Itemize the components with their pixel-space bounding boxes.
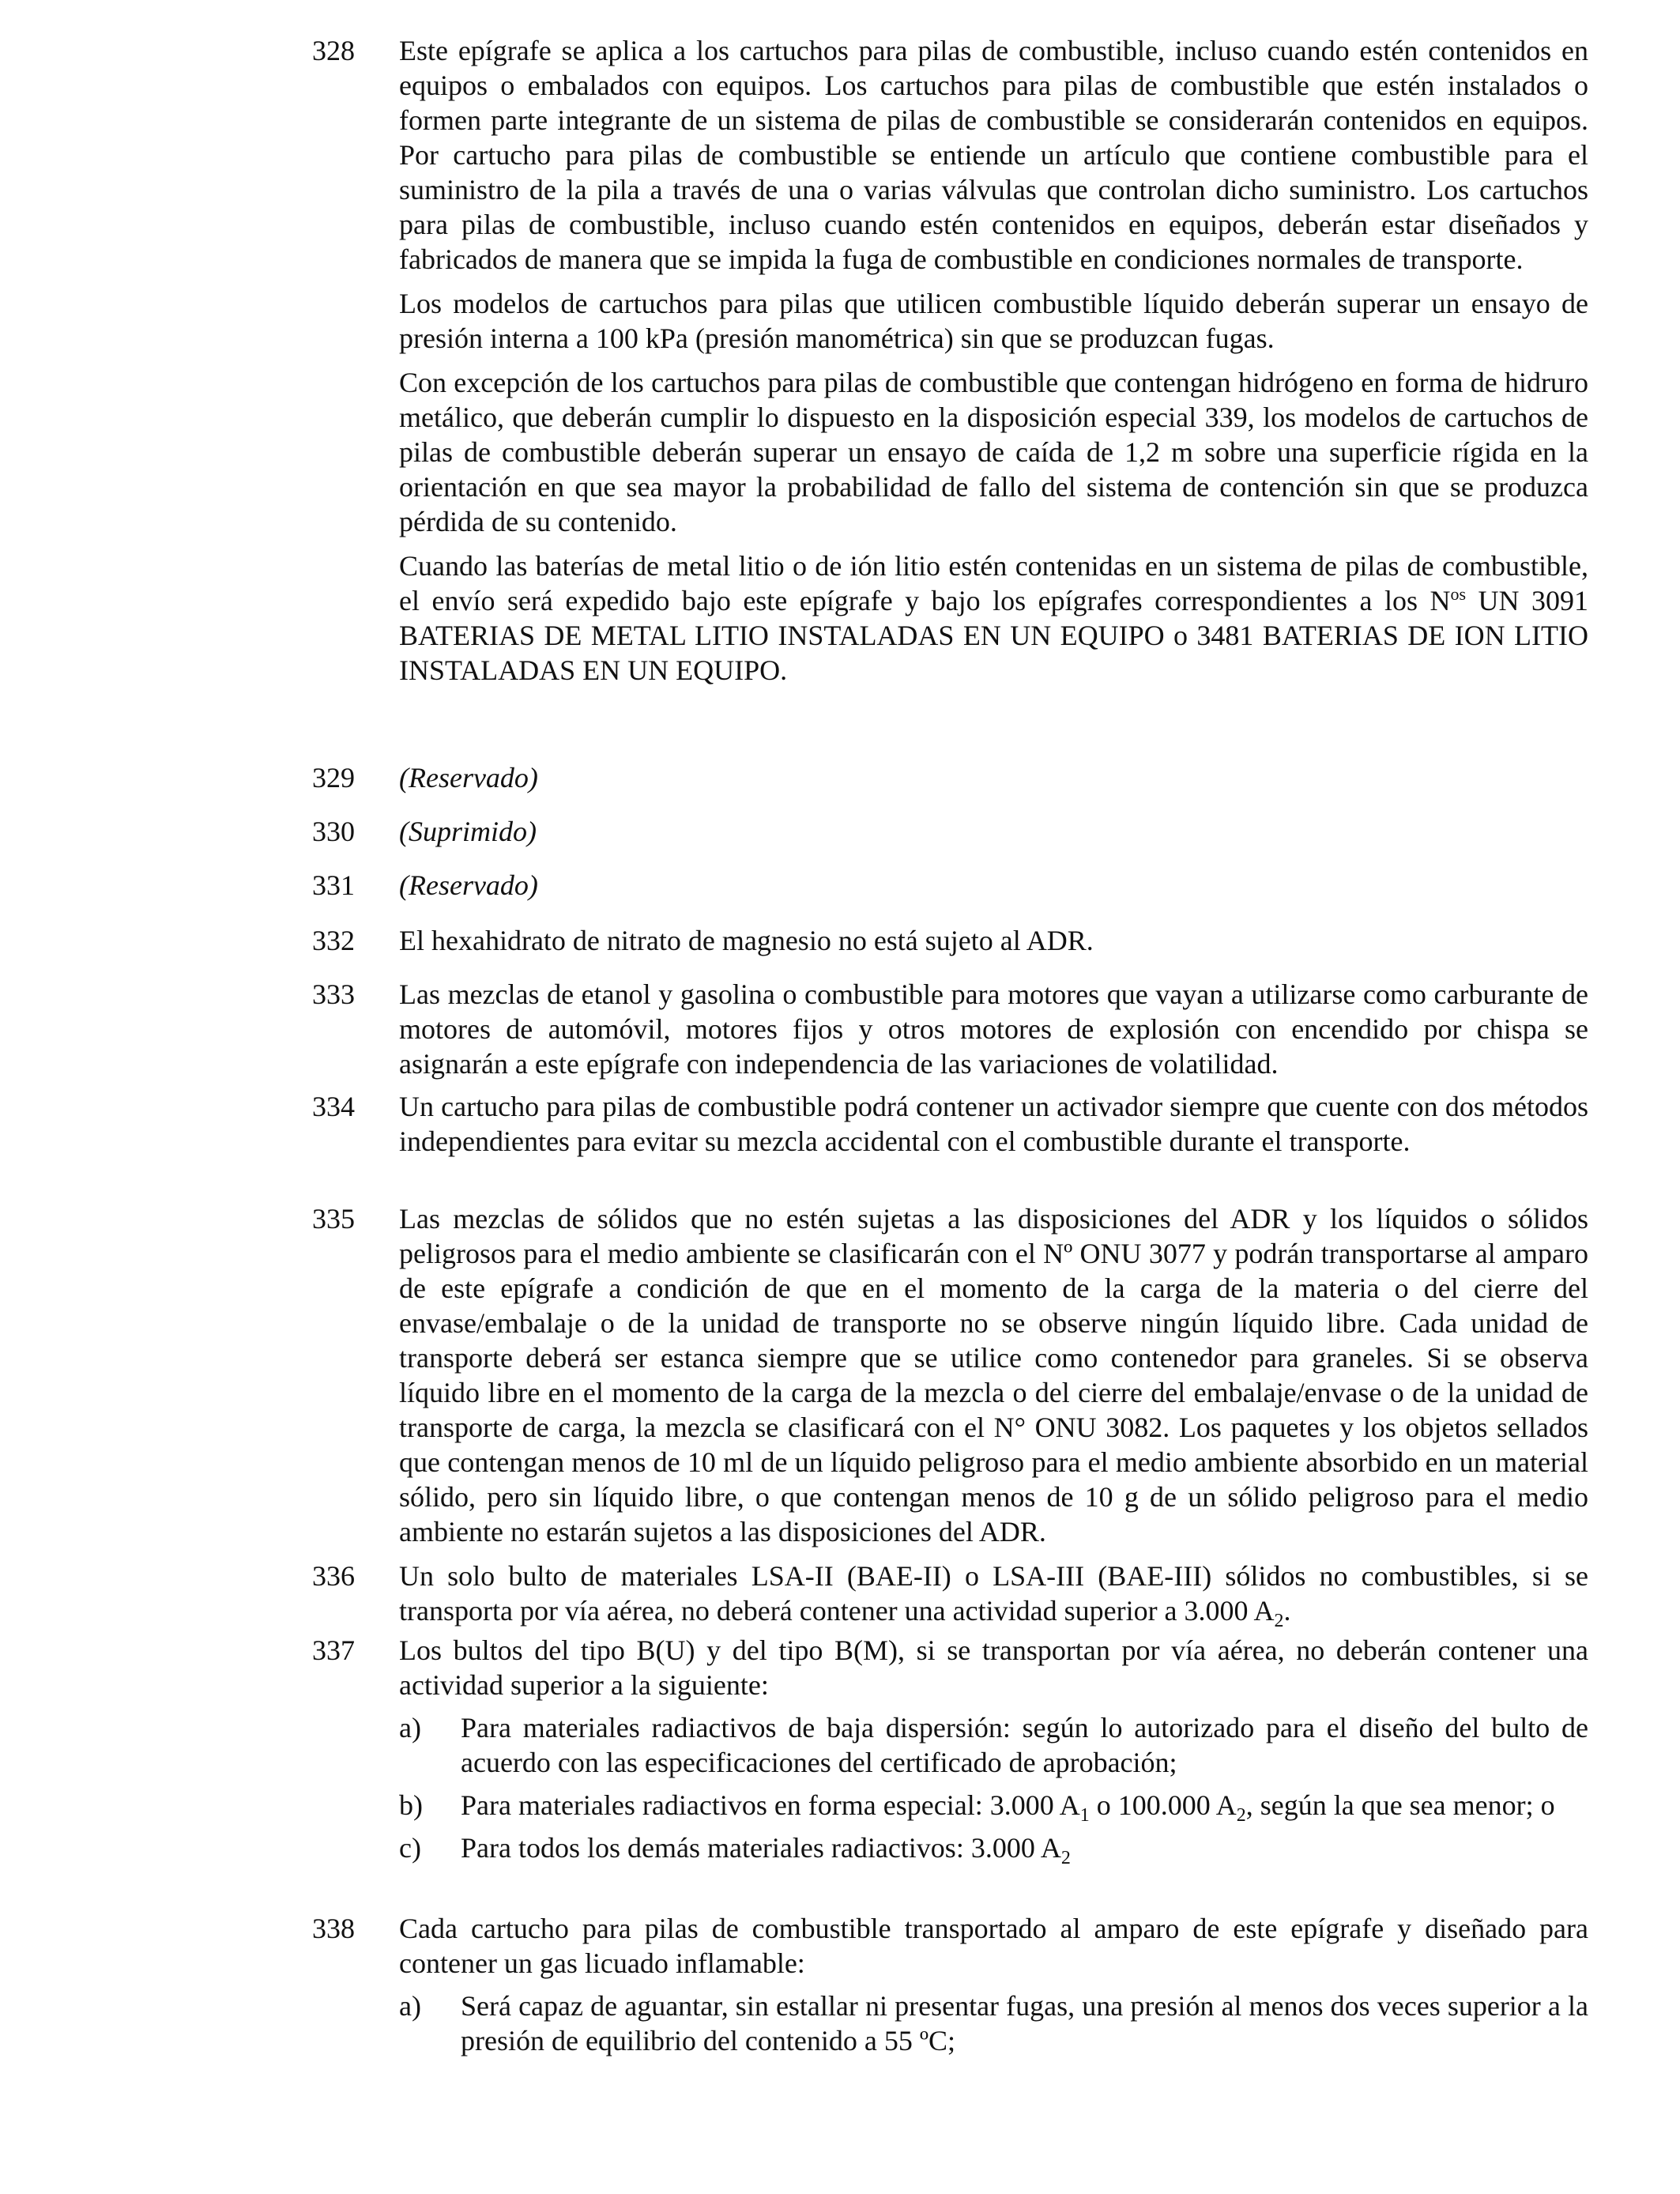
paragraph: Los modelos de cartuchos para pilas que utilicen combustible líquido deberán superar un ensayo de presión interna a 100 kPa (presión manométrica) sin que se produzcan fugas.: [399, 288, 1588, 354]
list-item-text: Para todos los demás materiales radiactivos: 3.000 $A_2$: [461, 1832, 1071, 1869]
provision-number: 328: [312, 35, 355, 66]
list-item-text: Para materiales radiactivos de baja dispersión: según lo autorizado para el diseño del bulto de acuerdo con las especificaciones del certificado de aprobación;: [461, 1712, 1588, 1778]
provision-number: 331: [312, 869, 355, 901]
list-item: [399, 1788, 1588, 1826]
paragraph: (Reservado): [399, 762, 538, 794]
provision-number: 338: [312, 1913, 355, 1944]
provision-number: 334: [312, 1091, 355, 1122]
paragraph: Este epígrafe se aplica a los cartuchos para pilas de combustible, incluso cuando estén contenidos en equipos o embalados con equipos. Los cartuchos para pilas de combustible que estén instalados o formen parte integrante de un sistema de pilas de combustible se considerarán contenidos en equipos. Por cartucho para pilas de combustible se entiende un artículo que contiene combustible para el suministro de la pila a través de una o varias válvulas que controlan dicho suministro. Los cartuchos para pilas de combustible, incluso cuando estén contenidos en equipos, deberán estar diseñados y fabricados de manera que se impida la fuga de combustible en condiciones normales de transporte.: [399, 35, 1588, 275]
paragraph: Un cartucho para pilas de combustible podrá contener un activador siempre que cuente con dos métodos independientes para evitar su mezcla accidental con el combustible durante el transporte.: [399, 1091, 1588, 1157]
paragraph: Las mezclas de sólidos que no estén sujetas a las disposiciones del ADR y los líquidos o sólidos peligrosos para el medio ambiente se clasificarán con el Nº ONU 3077 y podrán transportarse al amparo de este epígrafe a condición de que en el momento de la carga de la materia o del cierre del envase/embalaje o de la unidad de transporte no se observe ningún líquido libre. Cada unidad de transporte deberá ser estanca siempre que se utilice como contenedor para graneles. Si se observa líquido libre en el momento de la carga de la mezcla o del cierre del embalaje/envase o de la unidad de transporte de carga, la mezcla se clasificará con el N° ONU 3082. Los paquetes y los objetos sellados que contengan menos de 10 ml de un líquido peligroso para el medio ambiente absorbido en un material sólido, pero sin líquido libre, o que contengan menos de 10 g de un sólido peligroso para el medio ambiente no estarán sujetos a las disposiciones del ADR.: [399, 1203, 1588, 1547]
list-item: [399, 1830, 1588, 1869]
paragraph: Cada cartucho para pilas de combustible transportado al amparo de este epígrafe y diseñado para contener un gas licuado inflamable:: [399, 1913, 1588, 1979]
list-item-text: Para materiales radiactivos en forma especial: 3.000 $A_1$ o 100.000 $A_2$, según la que sea menor; o: [461, 1789, 1555, 1826]
list-item-label: a): [399, 1712, 421, 1744]
list-item: [399, 1989, 1588, 2058]
list-item-label: a): [399, 1990, 421, 2022]
provision-body: [399, 33, 1588, 688]
paragraph: (Reservado): [399, 869, 538, 901]
paragraph: Cuando las baterías de metal litio o de ión litio estén contenidas en un sistema de pilas de combustible, el envío será expedido bajo este epígrafe y bajo los epígrafes correspondientes a los $N^{os}$ UN 3091 BATERIAS DE METAL LITIO INSTALADAS EN UN EQUIPO o 3481 BATERIAS DE ION LITIO INSTALADAS EN UN EQUIPO.: [399, 550, 1588, 686]
provision-number: 333: [312, 978, 355, 1010]
paragraph: (Suprimido): [399, 816, 537, 847]
list-item: [399, 1710, 1588, 1780]
paragraph: Las mezclas de etanol y gasolina o combustible para motores que vayan a utilizarse como carburante de motores de automóvil, motores fijos y otros motores de explosión con encendido por chispa se asignarán a este epígrafe con independencia de las variaciones de volatilidad.: [399, 978, 1588, 1080]
list-item-label: b): [399, 1789, 423, 1821]
list-item-text: Será capaz de aguantar, sin estallar ni presentar fugas, una presión al menos dos veces superior a la presión de equilibrio del contenido a 55 ºC;: [461, 1990, 1588, 2056]
provision-number: 330: [312, 816, 355, 847]
paragraph: Un solo bulto de materiales LSA-II (BAE-II) o LSA-III (BAE-III) sólidos no combustibles, si se transporta por vía aérea, no deberá contener una actividad superior a 3.000 $A_2$.: [399, 1560, 1588, 1632]
list-item-label: c): [399, 1832, 421, 1864]
provision-number: 332: [312, 925, 355, 956]
paragraph: Los bultos del tipo B(U) y del tipo B(M), si se transportan por vía aérea, no deberán contener una actividad superior a la siguiente:: [399, 1634, 1588, 1701]
paragraph: Con excepción de los cartuchos para pilas de combustible que contengan hidrógeno en forma de hidruro metálico, que deberán cumplir lo dispuesto en la disposición especial 339, los modelos de cartuchos de pilas de combustible deberán superar un ensayo de caída de 1,2 m sobre una superficie rígida en la orientación en que sea mayor la probabilidad de fallo del sistema de contención sin que se produzca pérdida de su contenido.: [399, 367, 1588, 537]
provision-number: 329: [312, 762, 355, 794]
provision-number: 335: [312, 1203, 355, 1235]
provision-number: 336: [312, 1560, 355, 1592]
provision-number: 337: [312, 1634, 355, 1666]
paragraph: El hexahidrato de nitrato de magnesio no está sujeto al ADR.: [399, 925, 1094, 956]
